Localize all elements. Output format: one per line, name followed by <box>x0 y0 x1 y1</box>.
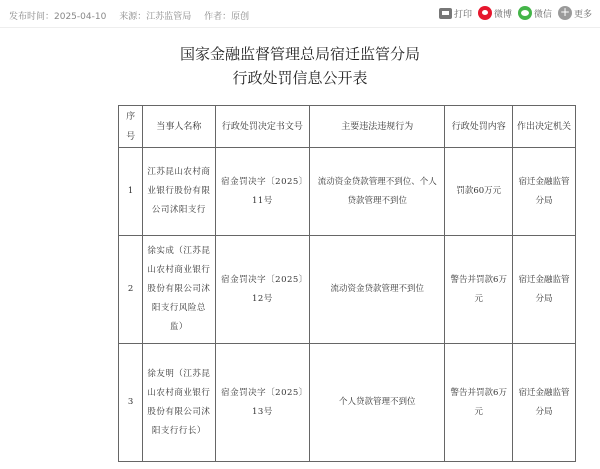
print-button[interactable] <box>439 7 472 20</box>
cell-authority: 宿迁金融监管分局 <box>513 148 576 236</box>
publish-date: 发布时间：2025-04-10 <box>9 12 107 22</box>
more-share-button[interactable] <box>558 6 592 20</box>
title-line-2: 行政处罚信息公开表 <box>232 69 368 87</box>
author: 作者：原创 <box>204 12 250 22</box>
more-icon <box>558 6 572 20</box>
article-meta <box>9 9 259 22</box>
cell-party-name: 徐实成（江苏昆山农村商业银行股份有限公司沭阳支行风险总监） <box>143 236 216 344</box>
header-fact: 主要违法违规行为 <box>310 106 445 148</box>
header-no: 序号 <box>119 106 143 148</box>
cell-no: 2 <box>119 236 143 344</box>
share-bar <box>433 6 592 20</box>
cell-authority: 宿迁金融监管分局 <box>513 344 576 462</box>
printer-icon <box>439 8 452 19</box>
cell-decision-number: 宿金罚决字〔2025〕11号 <box>215 148 309 236</box>
header-org: 作出决定机关 <box>513 106 576 148</box>
document-title <box>0 42 600 90</box>
header-content: 行政处罚内容 <box>445 106 513 148</box>
header-doc: 行政处罚决定书文号 <box>215 106 309 148</box>
penalty-table <box>118 105 576 462</box>
print-label: 打印 <box>453 9 472 20</box>
table-row <box>119 236 576 344</box>
cell-penalty: 警告并罚款6万元 <box>445 236 513 344</box>
cell-penalty: 罚款60万元 <box>445 148 513 236</box>
title-line-1: 国家金融监督管理总局宿迁监管分局 <box>179 45 420 63</box>
cell-violation: 流动资金贷款管理不到位、个人贷款管理不到位 <box>310 148 445 236</box>
source: 来源：江苏监管局 <box>119 12 192 22</box>
cell-party-name: 徐友明（江苏昆山农村商业银行股份有限公司沭阳支行行长） <box>143 344 216 462</box>
cell-decision-number: 宿金罚决字〔2025〕12号 <box>215 236 309 344</box>
cell-no: 1 <box>119 148 143 236</box>
weibo-icon <box>478 6 492 20</box>
table-header-row <box>119 106 576 148</box>
wechat-share-button[interactable] <box>518 6 552 20</box>
cell-party-name: 江苏昆山农村商业银行股份有限公司沭阳支行 <box>143 148 216 236</box>
header-name: 当事人名称 <box>143 106 216 148</box>
weibo-share-button[interactable] <box>478 6 512 20</box>
cell-authority: 宿迁金融监管分局 <box>513 236 576 344</box>
article-meta-bar <box>0 0 600 28</box>
more-label: 更多 <box>573 9 592 20</box>
weibo-label: 微博 <box>493 9 512 20</box>
cell-decision-number: 宿金罚决字〔2025〕13号 <box>215 344 309 462</box>
cell-violation: 个人贷款管理不到位 <box>310 344 445 462</box>
cell-penalty: 警告并罚款6万元 <box>445 344 513 462</box>
wechat-icon <box>518 6 532 20</box>
table-row <box>119 148 576 236</box>
cell-no: 3 <box>119 344 143 462</box>
wechat-label: 微信 <box>533 9 552 20</box>
cell-violation: 流动资金贷款管理不到位 <box>310 236 445 344</box>
table-row <box>119 344 576 462</box>
